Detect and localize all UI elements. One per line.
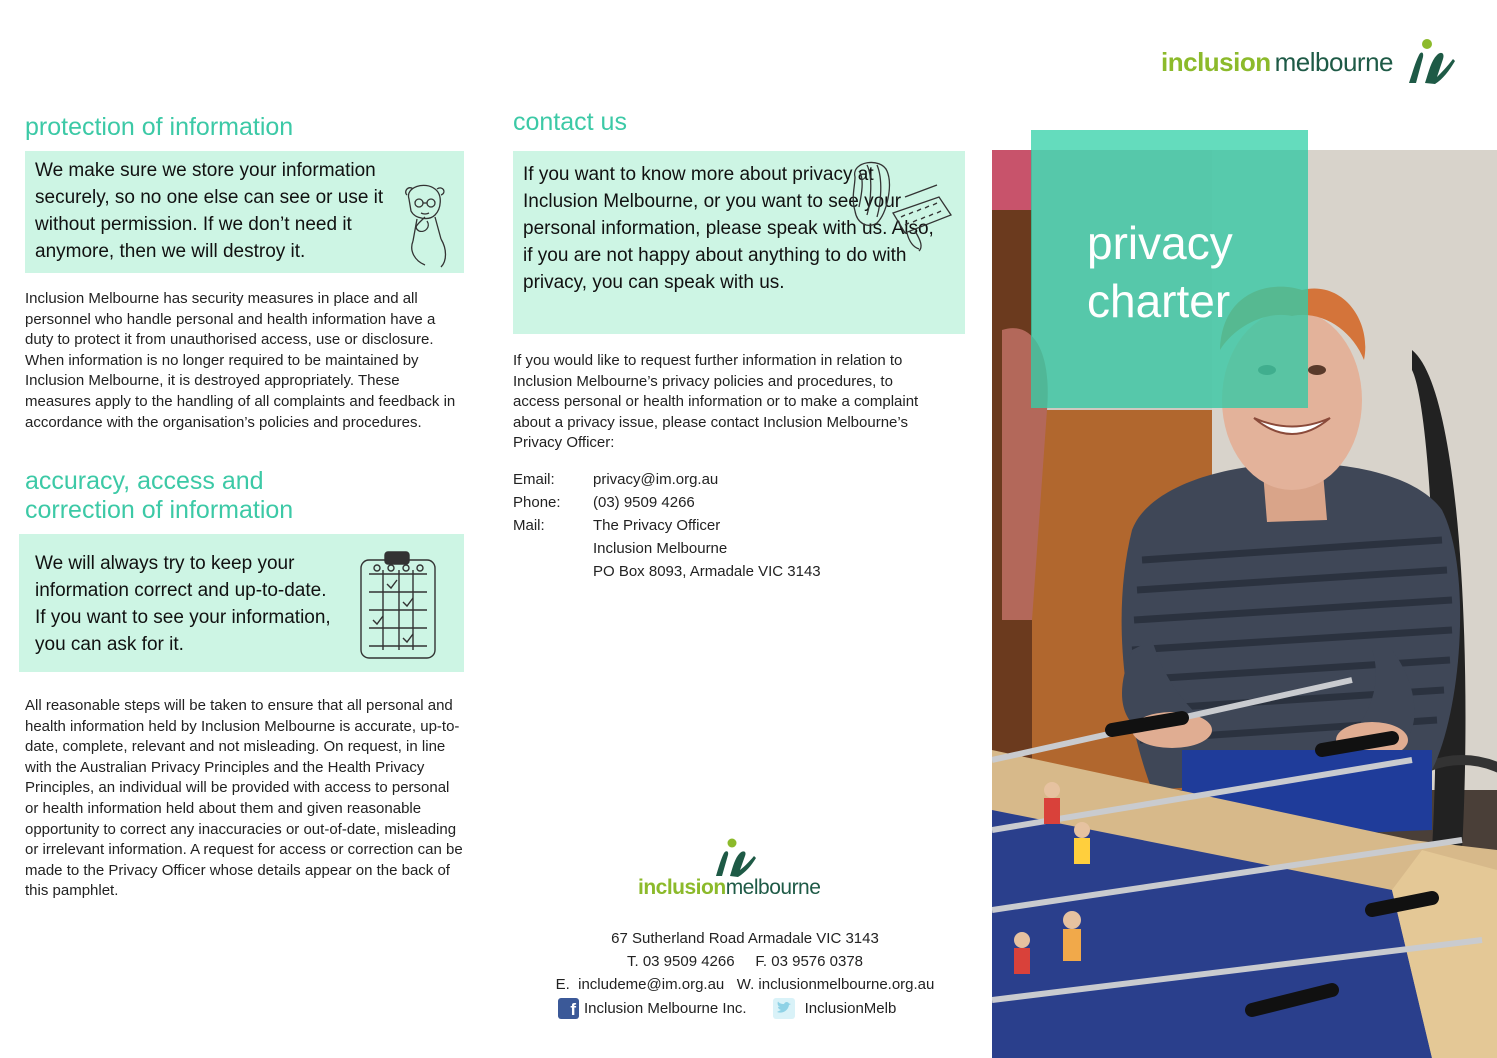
person-thinking-icon bbox=[395, 181, 459, 271]
footer-phone-fax: T. 03 9509 4266 F. 03 9576 0378 bbox=[626, 953, 864, 970]
im-logo-icon bbox=[1401, 37, 1459, 87]
footer-address: 67 Sutherland Road Armadale VIC 3143 bbox=[611, 930, 879, 947]
protection-highlight-text: We make sure we store your information securely, so no one else can see or use it without permission. If we don’t need it anymore, then we will destroy it. bbox=[35, 160, 384, 262]
logo-word-inclusion: inclusion bbox=[1161, 46, 1271, 77]
person-typing-icon bbox=[837, 157, 957, 255]
contact-heading: contact us bbox=[513, 108, 627, 136]
protection-heading: protection of information bbox=[25, 113, 294, 141]
contact-phone-row bbox=[513, 491, 933, 514]
twitter-icon[interactable] bbox=[773, 998, 795, 1019]
footer-email-web[interactable]: E. includeme@im.org.au W. inclusionmelbourne.org.au bbox=[555, 976, 935, 993]
protection-highlight-box bbox=[25, 151, 464, 273]
contact-mail-row bbox=[513, 514, 933, 537]
email-link[interactable]: privacy@im.org.au bbox=[593, 471, 719, 488]
phone-label: Phone: bbox=[513, 494, 561, 511]
cover-title-band bbox=[1031, 130, 1308, 408]
protection-body: Inclusion Melbourne has security measures in place and all personnel who handle personal and health information have a duty to protect it from unauthorised access, use or disclosure. When information is no longer required to be maintained by Inclusion Melbourne, it is destroyed appropriately. These measures apply to the handling of all complaints and feedback in accordance with the organisation’s policies and procedures. bbox=[25, 290, 456, 431]
phone-value: (03) 9509 4266 bbox=[593, 494, 695, 511]
accuracy-heading-line1: accuracy, access and bbox=[25, 467, 264, 495]
logo-word-melbourne: melbourne bbox=[1274, 46, 1393, 77]
mail-line-2: Inclusion Melbourne bbox=[593, 540, 728, 557]
twitter-link[interactable]: InclusionMelb bbox=[804, 999, 897, 1017]
checklist-clipboard-icon bbox=[355, 550, 441, 662]
accuracy-highlight-text: We will always try to keep your information correct and up-to-date. If you want to see your information, you can ask for it. bbox=[35, 553, 331, 655]
footer-logo bbox=[636, 838, 836, 902]
footer-logo-word-inclusion: inclusion bbox=[638, 876, 726, 899]
mail-line-3: PO Box 8093, Armadale VIC 3143 bbox=[593, 563, 821, 580]
contact-email-row bbox=[513, 468, 933, 491]
contact-mail-row-3 bbox=[513, 560, 933, 583]
facebook-icon[interactable]: f bbox=[558, 998, 579, 1019]
contact-body: If you would like to request further information in relation to Inclusion Melbourne’s privacy policies and procedures, to access personal or health information or to make a complaint about a privacy issue, please contact Inclusion Melbourne’s Privacy Officer: bbox=[513, 352, 919, 452]
email-label: Email: bbox=[513, 471, 555, 488]
header-logo bbox=[1161, 36, 1459, 88]
contact-mail-row-2 bbox=[513, 537, 933, 560]
contact-highlight-box bbox=[513, 151, 965, 334]
im-logo-icon bbox=[710, 838, 760, 878]
cover-title-line1: privacy bbox=[1087, 217, 1233, 269]
footer-social bbox=[558, 996, 896, 1020]
accuracy-heading-line2: correction of information bbox=[25, 496, 294, 524]
cover-title-line2: charter bbox=[1087, 275, 1231, 327]
mail-label: Mail: bbox=[513, 517, 545, 534]
contact-highlight-text: If you want to know more about privacy at Inclusion Melbourne, or you want to see your personal information, please speak with us. Also, if you are not happy about anything to do with privacy, you can speak with us. bbox=[523, 164, 934, 293]
footer-logo-text bbox=[638, 876, 820, 900]
footer-logo-word-melbourne: melbourne bbox=[725, 876, 821, 899]
facebook-link[interactable]: Inclusion Melbourne Inc. bbox=[584, 999, 747, 1017]
mail-line-1: The Privacy Officer bbox=[593, 517, 721, 534]
contact-details bbox=[513, 468, 933, 583]
accuracy-body: All reasonable steps will be taken to ensure that all personal and health information held by Inclusion Melbourne is accurate, up-to-date, complete, relevant and not misleading. On request, in line with the Australian Privacy Principles and the Health Privacy Principles, an individual will be provided with access to personal or health information held about them and given reasonable opportunity to correct any inaccuracies or out-of-date, misleading or irrelevant information. A request for access or correction can be made to the Privacy Officer whose details appear on the back of this pamphlet. bbox=[25, 697, 463, 900]
cover-band-top bbox=[1031, 130, 1308, 150]
accuracy-highlight-box bbox=[19, 534, 464, 672]
